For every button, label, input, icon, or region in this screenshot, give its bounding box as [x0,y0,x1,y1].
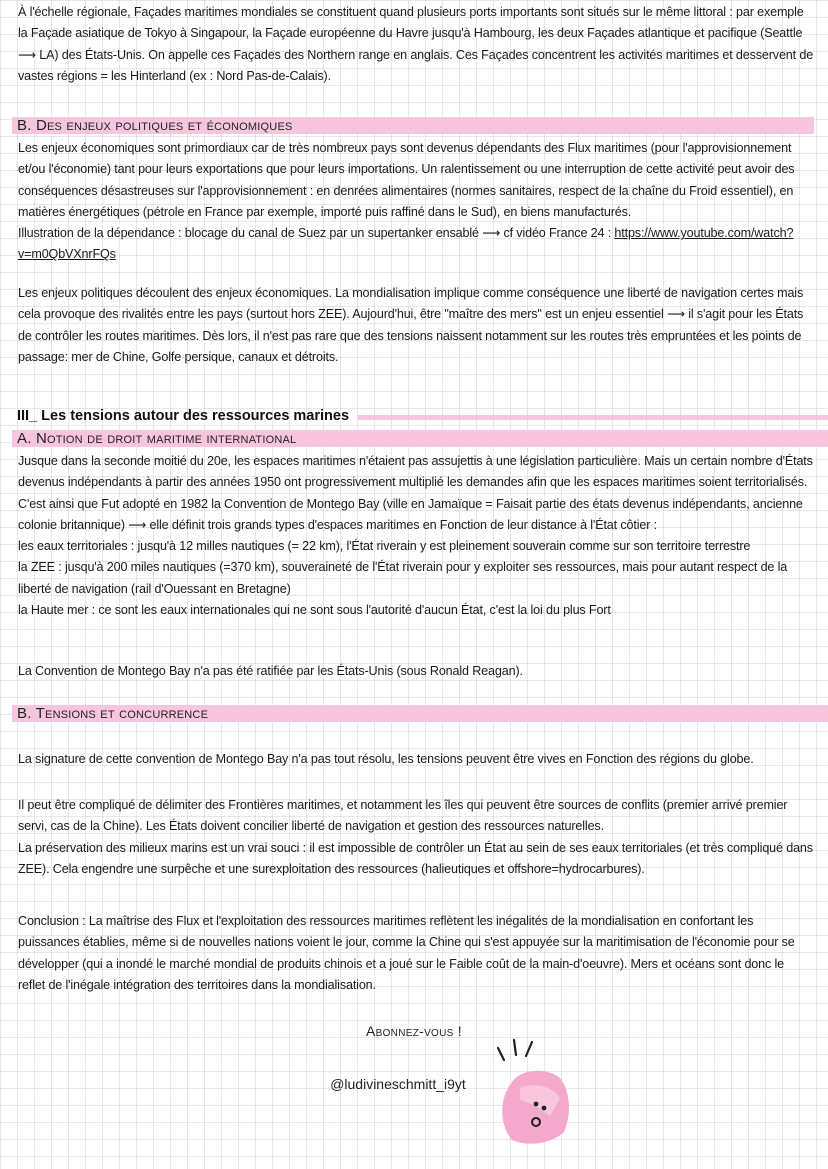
political-stakes-text: Les enjeux politiques découlent des enjeux économiques. La mondialisation implique comme conséquence une liberté de navigation certes mais cela provoque des rivalités entre les pays (surtout hors ZEE). Aujourd'hui, être "maître des mers" est un enjeu essentiel ⟶ il s'agit pour les États de contrôler les routes maritimes. Dès lors, il n'est pas rare que des tensions naissent notamment sur les routes très empruntées et les points de passage: mer de Chine, Golfe persique, canaux et détroits. [18,286,804,364]
conclusion-paragraph [18,911,814,996]
section-b-heading: B. Des enjeux politiques et économiques [17,117,293,134]
marine-preservation-text: La préservation des milieux marins est un vrai souci : il est impossible de contrôler un État au sein de ses eaux territoriales (et très compliqué dans ZEE). Cela engendre une surpêche et une surexploitation des ressources (halieutiques et offshore=hydrocarbures). [18,840,813,876]
section-b-economic-paragraph [18,138,814,266]
convention-tensions-text: La signature de cette convention de Montego Bay n'a pas tout résolu, les tensions peuvent être vives en Fonction des régions du globe. [18,752,754,766]
pink-sticker-icon [490,1030,580,1155]
intro-paragraph [18,2,814,87]
sticker-eye-left-icon [534,1102,539,1107]
high-seas-item: la Haute mer : ce sont les eaux internationales qui ne sont sous l'autorité d'aucun État, c'est la loi du plus Fort [18,603,611,618]
subsection-a-heading: A. Notion de droit maritime international [17,430,297,447]
economic-stakes-text: Les enjeux économiques sont primordiaux car de très nombreux pays sont devenus dépendants des Flux maritimes (pour l'approvisionnement et/ou l'économie) tant pour leurs exportations que pour leurs importations. Un ralentissement ou une interruption de cette activité peut avoir des conséquences désastreuses sur l'approvisionnement : en denrées alimentaires (normes sanitaires, respect de la chaîne du Froid essentiel), en matières énergétiques (pétrole en France par exemple, importé puis raffiné dans le Sud), en biens manufacturés. [18,141,795,219]
subscribe-cta[interactable]: Abonnez-vous ! [366,1023,462,1039]
sparkle-stroke-1-icon [498,1048,504,1060]
author-handle[interactable]: @ludivineschmitt_i9yt [330,1076,466,1092]
subsection-a-body [18,451,814,621]
section-3-underline [358,415,828,420]
suez-illustration [18,223,814,266]
conclusion-text: Conclusion : La maîtrise des Flux et l'exploitation des ressources maritimes reflètent les inégalités de la mondialisation en confortant les puissances établies, même si de nouvelles nations voient le jour, comme la Chine qui s'est appuyée sur la maritimisation de l'économie pour se développer (qui a inondé le marché mondial de produits chinois et a joué sur le Faible coût de la main-d'oeuvre). Mers et océans sont donc le reflet de l'inégale intégration des territoires dans la mondialisation. [18,914,795,992]
section-3-heading: III_ Les tensions autour des ressources marines [17,408,350,424]
territorial-waters-item: les eaux territoriales : jusqu'à 12 milles nautiques (= 22 km), l'État riverain y est pleinement souverain comme sur son territoire terrestre [18,539,751,554]
intro-text: À l'échelle régionale, Façades maritimes mondiales se constituent quand plusieurs ports importants sont situés sur le même littoral : par exemple la Façade asiatique de Tokyo à Singapour, la Façade européenne du Havre jusqu'à Hambourg, les deux Façades atlantique et pacifique (Seattle ⟶ LA) des États-Unis. On appelle ces Façades des Northern range en anglais. Ces Façades concentrent les activités maritimes et desservent de vastes régions = les Hinterland (ex : Nord Pas-de-Calais). [18,5,814,83]
subsection-b-body [18,795,814,880]
sticker-eye-right-icon [542,1106,547,1111]
montego-bay-ratification-text: La Convention de Montego Bay n'a pas été ratifiée par les États-Unis (sous Ronald Reagan). [18,664,523,678]
section-b-political-paragraph [18,283,814,368]
suez-illustration-text: Illustration de la dépendance : blocage du canal de Suez par un supertanker ensablé ⟶ cf vidéo France 24 : [18,226,615,241]
subsection-b-intro [18,749,814,770]
borders-text: Il peut être compliqué de délimiter des Frontières maritimes, et notamment les îles qui peuvent être sources de conflits (premier arrivé premier servi, cas de la Chine). Les États doivent concilier liberté de navigation et gestion des ressources naturelles. [18,798,788,834]
montego-bay-note [18,661,814,682]
sparkle-stroke-3-icon [526,1042,532,1056]
sparkle-stroke-2-icon [514,1040,516,1055]
zee-item: la ZEE : jusqu'à 200 miles nautiques (=370 km), souveraineté de l'État riverain pour y exploiter ses ressources, mais pour autant respect de la liberté de navigation (rail d'Ouessant en Bretagne) [18,560,788,596]
sticker-body-icon [502,1071,569,1144]
subsection-b-heading: B. Tensions et concurrence [17,705,209,722]
maritime-law-text: Jusque dans la seconde moitié du 20e, les espaces maritimes n'étaient pas assujettis à une législation particulière. Mais un certain nombre d'États devenus indépendants à partir des années 1950 ont progressivement multiplié les demandes afin que les espaces maritimes soient territorialisés. C'est ainsi que Fut adopté en 1982 la Convention de Montego Bay (ville en Jamaïque = Faisait partie des états devenus indépendants, ancienne colonie britannique) ⟶ elle définit trois grands types d'espaces maritimes en Fonction de leur distance à l'État côtier : [18,454,813,532]
youtube-video-link[interactable]: https://www.youtube.com/watch?v=m0QbVXnrFQs [18,226,794,262]
